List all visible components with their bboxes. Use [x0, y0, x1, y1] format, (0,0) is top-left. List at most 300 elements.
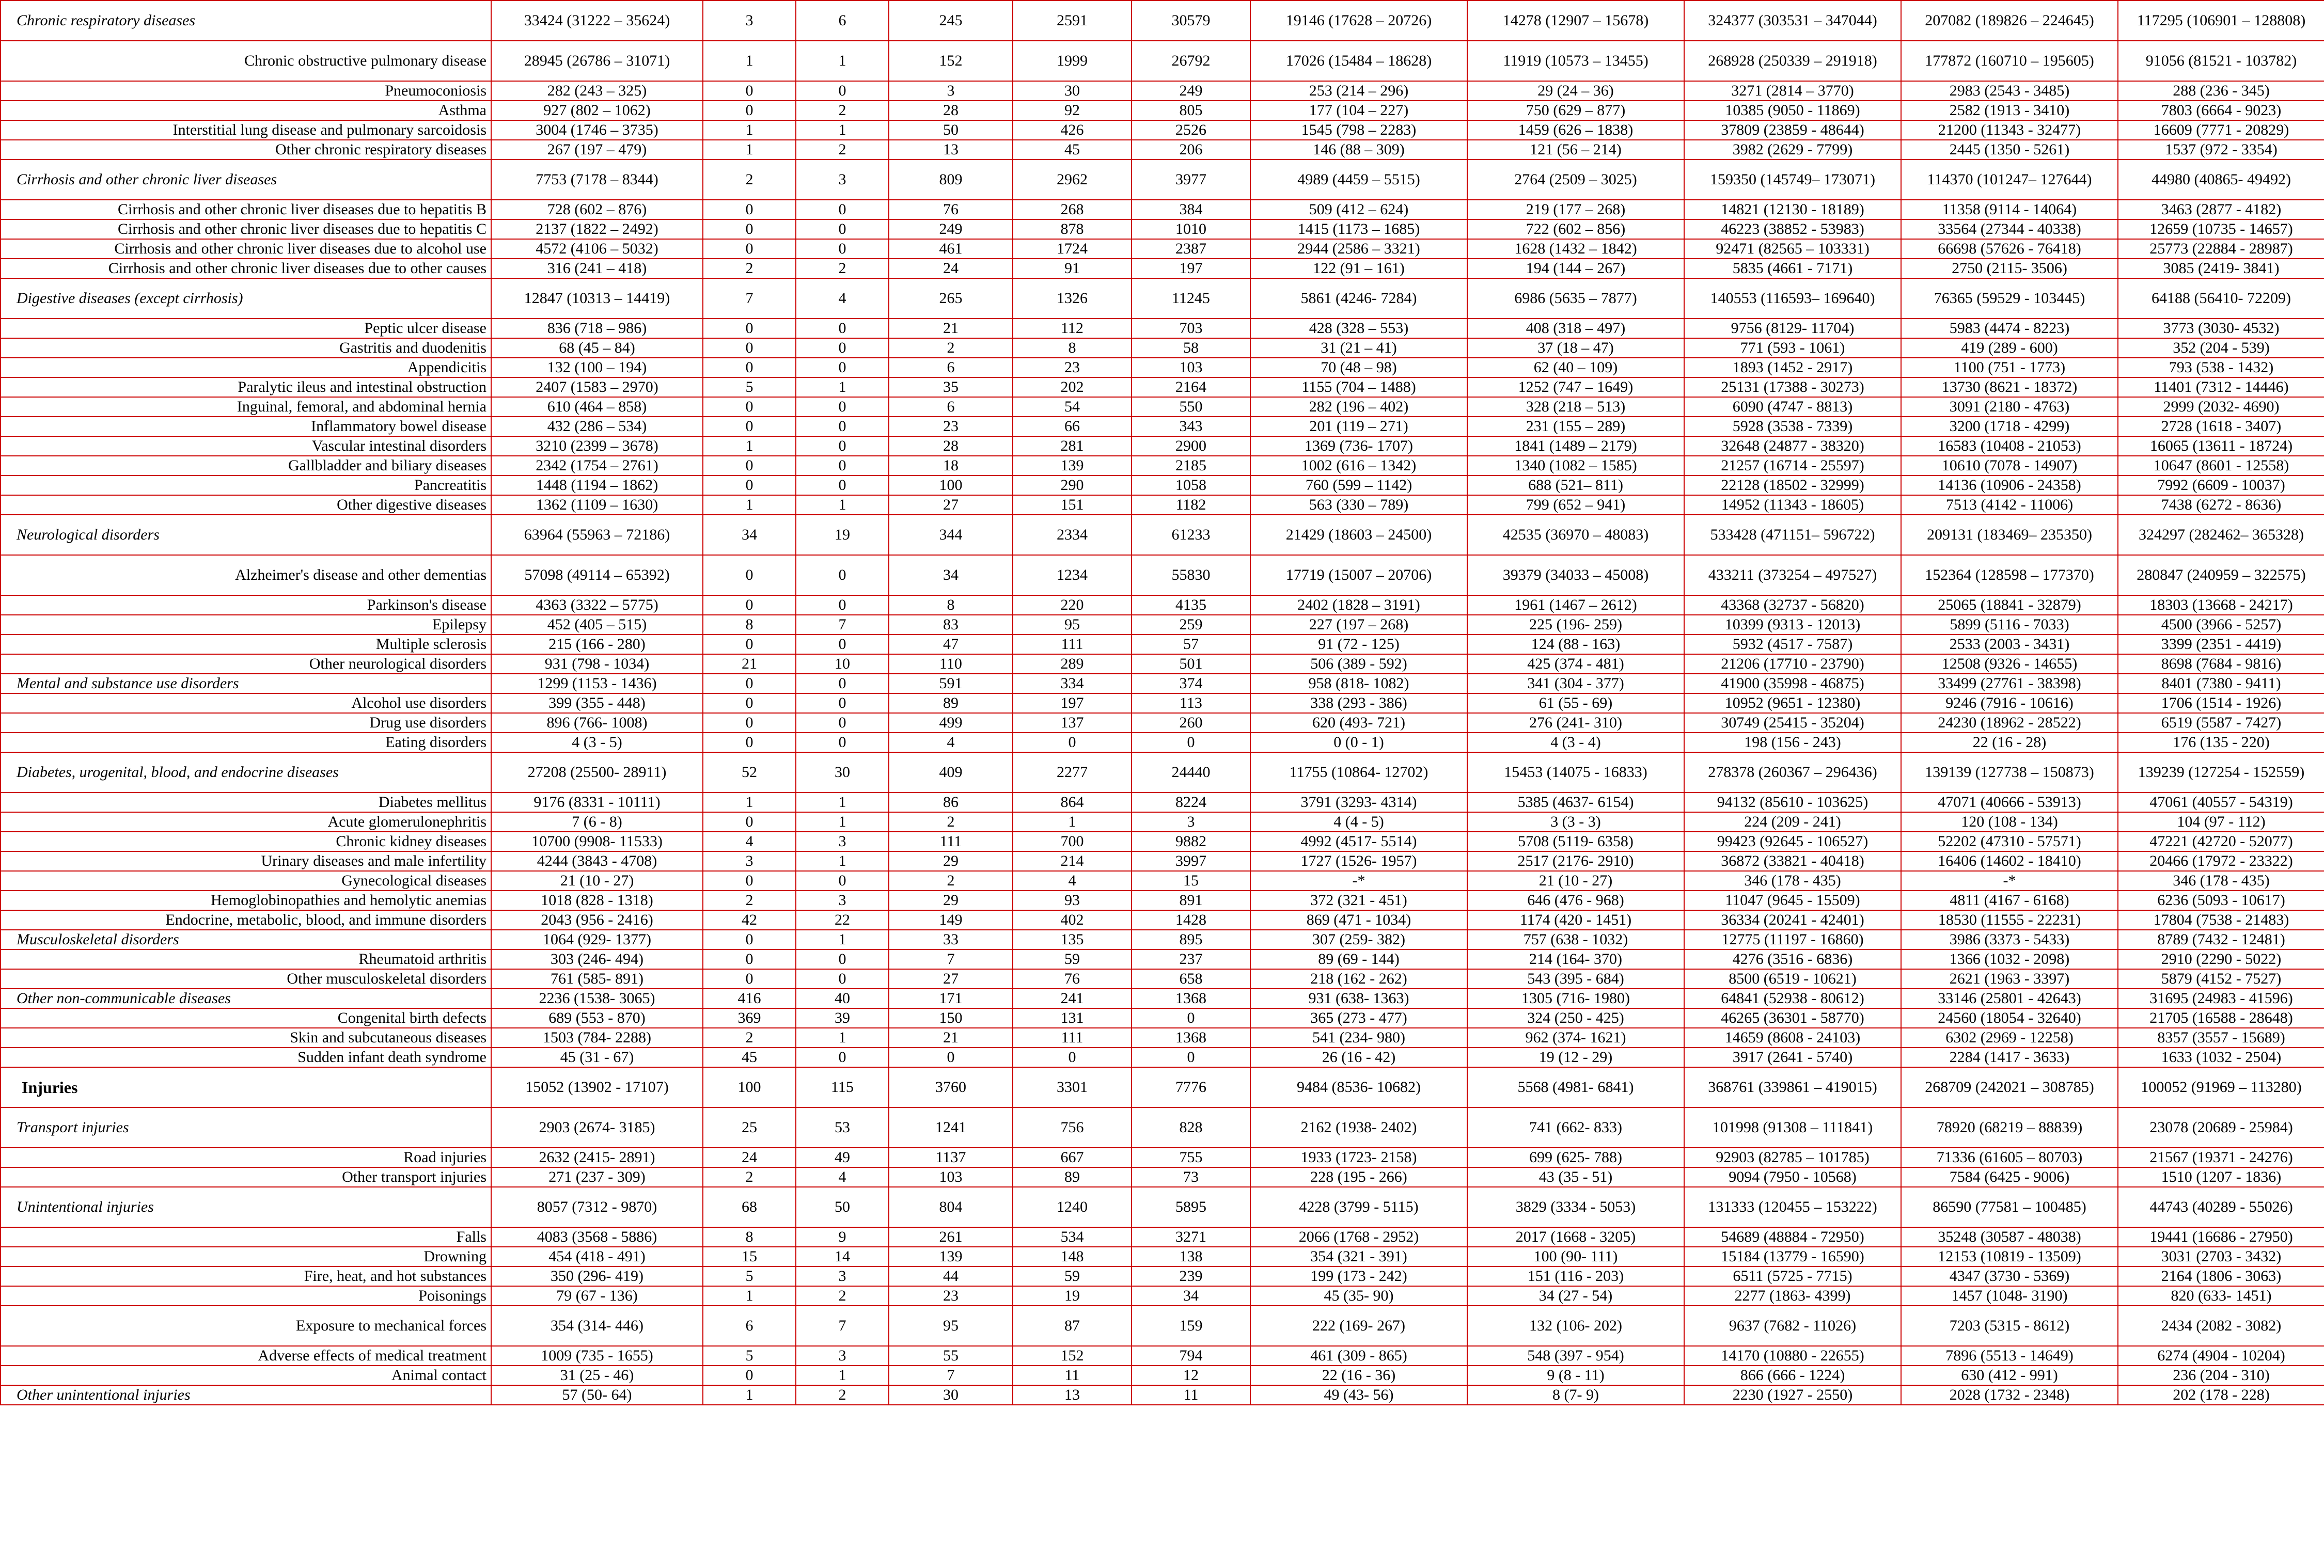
table-row: [1, 969, 2324, 989]
cell-male: 228 (195 - 266): [1250, 1167, 1467, 1187]
cause-label: Rheumatoid arthritis: [1, 949, 491, 969]
table-row: [1, 1148, 2324, 1167]
table-row: [1, 456, 2324, 476]
cell-total-2: 92471 (82565 – 103331): [1684, 239, 1901, 259]
cell-female-2: 2728 (1618 - 3407): [2118, 417, 2324, 436]
cell-total: 1064 (929- 1377): [491, 930, 703, 949]
table-row: [1, 397, 2324, 417]
cell-female-2: 346 (178 - 435): [2118, 871, 2324, 891]
cell-age-15-49: 2: [889, 812, 1013, 832]
cell-total-2: 12775 (11197 - 16860): [1684, 930, 1901, 949]
cell-age-50-69: 2334: [1013, 515, 1132, 555]
cell-age-15-49: 110: [889, 654, 1013, 674]
cell-total: 31 (25 - 46): [491, 1366, 703, 1385]
cell-male: 17719 (15007 – 20706): [1250, 555, 1467, 595]
cell-age-5-14: 49: [796, 1148, 889, 1167]
table-row: [1, 693, 2324, 713]
cell-female: 43 (35 - 51): [1467, 1167, 1684, 1187]
cell-age-50-69: 878: [1013, 219, 1132, 239]
cause-label: Pancreatitis: [1, 476, 491, 495]
cell-age-70-plus: 828: [1132, 1107, 1250, 1148]
cell-age-50-69: 1999: [1013, 41, 1132, 81]
cell-female: 214 (164- 370): [1467, 949, 1684, 969]
cell-age-50-69: 402: [1013, 910, 1132, 930]
cell-total-2: 198 (156 - 243): [1684, 733, 1901, 752]
cell-female: 42535 (36970 – 48083): [1467, 515, 1684, 555]
table-row: [1, 140, 2324, 160]
cell-age-50-69: 2591: [1013, 1, 1132, 41]
cell-female-2: 47221 (42720 - 52077): [2118, 832, 2324, 851]
cell-total-2: 10385 (9050 - 11869): [1684, 101, 1901, 120]
cell-total-2: 268928 (250339 – 291918): [1684, 41, 1901, 81]
cell-total: 452 (405 – 515): [491, 615, 703, 635]
cell-age-70-plus: 138: [1132, 1247, 1250, 1266]
cell-age-50-69: 59: [1013, 1266, 1132, 1286]
cell-age-50-69: 756: [1013, 1107, 1132, 1148]
cell-total: 15052 (13902 - 17107): [491, 1067, 703, 1107]
cell-male-2: 33146 (25801 - 42643): [1901, 989, 2118, 1008]
cell-male: 122 (91 – 161): [1250, 259, 1467, 278]
cell-male-2: 47071 (40666 - 53913): [1901, 793, 2118, 812]
cell-male-2: 2445 (1350 - 5261): [1901, 140, 2118, 160]
cell-female: 328 (218 – 513): [1467, 397, 1684, 417]
cell-age-70-plus: 260: [1132, 713, 1250, 733]
cell-total: 1362 (1109 – 1630): [491, 495, 703, 515]
cell-female: 750 (629 – 877): [1467, 101, 1684, 120]
cell-age-5-14: 1: [796, 120, 889, 140]
cell-age-15-49: 83: [889, 615, 1013, 635]
table-row: [1, 495, 2324, 515]
cell-female: 9 (8 - 11): [1467, 1366, 1684, 1385]
cell-male-2: 71336 (61605 – 80703): [1901, 1148, 2118, 1167]
cell-total-2: 21257 (16714 - 25597): [1684, 456, 1901, 476]
table-row: [1, 1, 2324, 41]
cell-female-2: 44980 (40865- 49492): [2118, 160, 2324, 200]
cell-male: 1155 (704 – 1488): [1250, 377, 1467, 397]
cell-male: 9484 (8536- 10682): [1250, 1067, 1467, 1107]
cell-age-5-14: 0: [796, 338, 889, 358]
cell-female-2: 2999 (2032- 4690): [2118, 397, 2324, 417]
cell-age-0-4: 0: [703, 949, 796, 969]
cell-male-2: 6302 (2969 - 12258): [1901, 1028, 2118, 1048]
cell-age-50-69: 3301: [1013, 1067, 1132, 1107]
cell-female: 3829 (3334 - 5053): [1467, 1187, 1684, 1227]
cell-total: 1018 (828 - 1318): [491, 891, 703, 910]
cell-age-50-69: 334: [1013, 674, 1132, 693]
cell-age-50-69: 19: [1013, 1286, 1132, 1306]
cause-label: Gynecological diseases: [1, 871, 491, 891]
cell-male: 3791 (3293- 4314): [1250, 793, 1467, 812]
cell-male: 5861 (4246- 7284): [1250, 278, 1467, 319]
cell-age-15-49: 29: [889, 891, 1013, 910]
cell-age-5-14: 0: [796, 555, 889, 595]
cell-female: 34 (27 - 54): [1467, 1286, 1684, 1306]
cell-female-2: 1633 (1032 - 2504): [2118, 1048, 2324, 1067]
cell-age-5-14: 2: [796, 259, 889, 278]
cell-female-2: 100052 (91969 – 113280): [2118, 1067, 2324, 1107]
cell-male: 70 (48 – 98): [1250, 358, 1467, 377]
cause-label: Fire, heat, and hot substances: [1, 1266, 491, 1286]
cell-total: 2043 (956 - 2416): [491, 910, 703, 930]
table-row: [1, 1306, 2324, 1346]
cell-age-70-plus: 2185: [1132, 456, 1250, 476]
cell-female: 2764 (2509 – 3025): [1467, 160, 1684, 200]
cell-female-2: 5879 (4152 - 7527): [2118, 969, 2324, 989]
cell-total: 2236 (1538- 3065): [491, 989, 703, 1008]
cell-age-70-plus: 0: [1132, 1048, 1250, 1067]
cell-age-15-49: 23: [889, 1286, 1013, 1306]
cause-label: Chronic obstructive pulmonary disease: [1, 41, 491, 81]
cell-total-2: 3271 (2814 – 3770): [1684, 81, 1901, 101]
cell-age-5-14: 1: [796, 793, 889, 812]
cell-age-50-69: 92: [1013, 101, 1132, 120]
cell-age-70-plus: 384: [1132, 200, 1250, 219]
cell-female: 408 (318 – 497): [1467, 319, 1684, 338]
cell-total-2: 14170 (10880 - 22655): [1684, 1346, 1901, 1366]
cell-age-5-14: 0: [796, 674, 889, 693]
cell-female: 121 (56 – 214): [1467, 140, 1684, 160]
cell-male-2: 22 (16 - 28): [1901, 733, 2118, 752]
cell-age-0-4: 5: [703, 1266, 796, 1286]
cell-age-50-69: 112: [1013, 319, 1132, 338]
cell-male-2: 1366 (1032 - 2098): [1901, 949, 2118, 969]
cell-age-0-4: 3: [703, 851, 796, 871]
cell-age-50-69: 220: [1013, 595, 1132, 615]
table-row: [1, 259, 2324, 278]
cell-age-15-49: 591: [889, 674, 1013, 693]
cell-total-2: 14659 (8608 - 24103): [1684, 1028, 1901, 1048]
cell-age-0-4: 0: [703, 81, 796, 101]
table-row: [1, 1167, 2324, 1187]
cell-total-2: 9094 (7950 - 10568): [1684, 1167, 1901, 1187]
table-row: [1, 160, 2324, 200]
cell-age-5-14: 39: [796, 1008, 889, 1028]
table-row: [1, 910, 2324, 930]
cell-total-2: 159350 (145749– 173071): [1684, 160, 1901, 200]
cell-age-70-plus: 5895: [1132, 1187, 1250, 1227]
cell-male: 4989 (4459 – 5515): [1250, 160, 1467, 200]
cell-age-5-14: 4: [796, 1167, 889, 1187]
cause-label: Vascular intestinal disorders: [1, 436, 491, 456]
cell-age-15-49: 34: [889, 555, 1013, 595]
cell-total: 3210 (2399 – 3678): [491, 436, 703, 456]
cell-female: 699 (625- 788): [1467, 1148, 1684, 1167]
cause-label: Other transport injuries: [1, 1167, 491, 1187]
cause-label: Eating disorders: [1, 733, 491, 752]
cell-age-15-49: 55: [889, 1346, 1013, 1366]
cell-female-2: 44743 (40289 - 55026): [2118, 1187, 2324, 1227]
cell-female: 4 (3 - 4): [1467, 733, 1684, 752]
cell-age-5-14: 50: [796, 1187, 889, 1227]
cell-total-2: 140553 (116593– 169640): [1684, 278, 1901, 319]
cell-age-70-plus: 34: [1132, 1286, 1250, 1306]
cell-age-15-49: 245: [889, 1, 1013, 41]
cell-age-15-49: 27: [889, 495, 1013, 515]
cell-total-2: 10952 (9651 - 12380): [1684, 693, 1901, 713]
cell-age-5-14: 3: [796, 891, 889, 910]
cell-female: 132 (106- 202): [1467, 1306, 1684, 1346]
table-row: [1, 752, 2324, 793]
cell-age-70-plus: 24440: [1132, 752, 1250, 793]
cause-label: Multiple sclerosis: [1, 635, 491, 654]
table-row: [1, 200, 2324, 219]
cell-age-50-69: 4: [1013, 871, 1132, 891]
cell-age-15-49: 29: [889, 851, 1013, 871]
cell-age-15-49: 21: [889, 319, 1013, 338]
cell-age-15-49: 150: [889, 1008, 1013, 1028]
cell-age-50-69: 0: [1013, 733, 1132, 752]
cell-age-0-4: 0: [703, 635, 796, 654]
cause-label: Unintentional injuries: [1, 1187, 491, 1227]
cell-female: 5385 (4637- 6154): [1467, 793, 1684, 812]
cause-label: Cirrhosis and other chronic liver diseases due to other causes: [1, 259, 491, 278]
cell-male: 4228 (3799 - 5115): [1250, 1187, 1467, 1227]
cell-female: 1252 (747 – 1649): [1467, 377, 1684, 397]
cell-age-50-69: 89: [1013, 1167, 1132, 1187]
cause-label: Inguinal, femoral, and abdominal hernia: [1, 397, 491, 417]
cell-female: 324 (250 - 425): [1467, 1008, 1684, 1028]
cause-label: Adverse effects of medical treatment: [1, 1346, 491, 1366]
cell-age-15-49: 33: [889, 930, 1013, 949]
cause-label: Cirrhosis and other chronic liver diseases due to hepatitis C: [1, 219, 491, 239]
cause-label: Drowning: [1, 1247, 491, 1266]
cell-total-2: 9637 (7682 - 11026): [1684, 1306, 1901, 1346]
cell-total-2: 30749 (25415 - 35204): [1684, 713, 1901, 733]
cell-age-0-4: 21: [703, 654, 796, 674]
cell-age-50-69: 289: [1013, 654, 1132, 674]
cell-male: 338 (293 - 386): [1250, 693, 1467, 713]
cause-label: Other non-communicable diseases: [1, 989, 491, 1008]
cell-total-2: 2230 (1927 - 2550): [1684, 1385, 1901, 1405]
cell-age-70-plus: 755: [1132, 1148, 1250, 1167]
cause-label: Epilepsy: [1, 615, 491, 635]
cell-age-70-plus: 7776: [1132, 1067, 1250, 1107]
cause-label: Sudden infant death syndrome: [1, 1048, 491, 1067]
cell-age-0-4: 15: [703, 1247, 796, 1266]
cell-female: 5708 (5119- 6358): [1467, 832, 1684, 851]
cell-male: 89 (69 - 144): [1250, 949, 1467, 969]
cell-male-2: 268709 (242021 – 308785): [1901, 1067, 2118, 1107]
cell-total: 303 (246- 494): [491, 949, 703, 969]
cell-male: -*: [1250, 871, 1467, 891]
cell-total-2: 5928 (3538 - 7339): [1684, 417, 1901, 436]
cell-male: 11755 (10864- 12702): [1250, 752, 1467, 793]
cause-label: Chronic kidney diseases: [1, 832, 491, 851]
cell-female-2: 820 (633- 1451): [2118, 1286, 2324, 1306]
cell-female-2: 3399 (2351 - 4419): [2118, 635, 2324, 654]
table-row: [1, 851, 2324, 871]
cell-total-2: 46265 (36301 - 58770): [1684, 1008, 1901, 1028]
cause-label: Acute glomerulonephritis: [1, 812, 491, 832]
cell-age-0-4: 100: [703, 1067, 796, 1107]
cell-female-2: 8789 (7432 - 12481): [2118, 930, 2324, 949]
cell-age-0-4: 0: [703, 713, 796, 733]
cell-total: 4572 (4106 – 5032): [491, 239, 703, 259]
cell-female-2: 64188 (56410- 72209): [2118, 278, 2324, 319]
cell-female-2: 47061 (40557 - 54319): [2118, 793, 2324, 812]
cell-age-5-14: 0: [796, 81, 889, 101]
cell-male: 253 (214 – 296): [1250, 81, 1467, 101]
cell-age-50-69: 2277: [1013, 752, 1132, 793]
cell-age-70-plus: 1182: [1132, 495, 1250, 515]
cell-age-15-49: 35: [889, 377, 1013, 397]
cell-male: 563 (330 – 789): [1250, 495, 1467, 515]
cell-age-0-4: 416: [703, 989, 796, 1008]
cell-age-0-4: 0: [703, 812, 796, 832]
table-row: [1, 1067, 2324, 1107]
cell-male-2: 2983 (2543 - 3485): [1901, 81, 2118, 101]
cause-label: Gallbladder and biliary diseases: [1, 456, 491, 476]
cell-male: 22 (16 - 36): [1250, 1366, 1467, 1385]
cell-age-70-plus: 11245: [1132, 278, 1250, 319]
cell-age-50-69: 1326: [1013, 278, 1132, 319]
cell-age-50-69: 0: [1013, 1048, 1132, 1067]
cause-label: Other digestive diseases: [1, 495, 491, 515]
cell-male: 201 (119 – 271): [1250, 417, 1467, 436]
cell-age-70-plus: 9882: [1132, 832, 1250, 851]
cell-age-0-4: 1: [703, 140, 796, 160]
cell-age-5-14: 19: [796, 515, 889, 555]
cell-male-2: 14136 (10906 - 24358): [1901, 476, 2118, 495]
cell-male-2: 12153 (10819 - 13509): [1901, 1247, 2118, 1266]
cell-age-0-4: 3: [703, 1, 796, 41]
cell-age-5-14: 40: [796, 989, 889, 1008]
cause-label: Exposure to mechanical forces: [1, 1306, 491, 1346]
cell-age-50-69: 8: [1013, 338, 1132, 358]
cause-label: Diabetes, urogenital, blood, and endocrine diseases: [1, 752, 491, 793]
cell-age-70-plus: 794: [1132, 1346, 1250, 1366]
cell-age-50-69: 45: [1013, 140, 1132, 160]
cell-male: 26 (16 - 42): [1250, 1048, 1467, 1067]
cell-age-0-4: 8: [703, 615, 796, 635]
cell-total-2: 22128 (18502 - 32999): [1684, 476, 1901, 495]
cell-age-70-plus: 55830: [1132, 555, 1250, 595]
cell-age-70-plus: 1058: [1132, 476, 1250, 495]
cell-male: 365 (273 - 477): [1250, 1008, 1467, 1028]
cell-age-15-49: 76: [889, 200, 1013, 219]
cell-age-15-49: 3: [889, 81, 1013, 101]
cell-age-50-69: 135: [1013, 930, 1132, 949]
cell-female-2: 236 (204 - 310): [2118, 1366, 2324, 1385]
cell-male: 1933 (1723- 2158): [1250, 1148, 1467, 1167]
cause-label: Paralytic ileus and intestinal obstruction: [1, 377, 491, 397]
cell-age-5-14: 1: [796, 851, 889, 871]
cell-female-2: 288 (236 - 345): [2118, 81, 2324, 101]
cell-age-70-plus: 3: [1132, 812, 1250, 832]
cause-label: Inflammatory bowel disease: [1, 417, 491, 436]
table-row: [1, 278, 2324, 319]
cell-male-2: 209131 (183469– 235350): [1901, 515, 2118, 555]
cell-male-2: 12508 (9326 - 14655): [1901, 654, 2118, 674]
cell-female-2: 1706 (1514 - 1926): [2118, 693, 2324, 713]
cause-label: Road injuries: [1, 1148, 491, 1167]
cell-age-50-69: 87: [1013, 1306, 1132, 1346]
cell-age-0-4: 0: [703, 476, 796, 495]
cell-female-2: 4500 (3966 - 5257): [2118, 615, 2324, 635]
cell-male: 461 (309 - 865): [1250, 1346, 1467, 1366]
cause-label: Mental and substance use disorders: [1, 674, 491, 693]
table-row: [1, 1107, 2324, 1148]
cell-age-0-4: 369: [703, 1008, 796, 1028]
cell-male-2: 2284 (1417 - 3633): [1901, 1048, 2118, 1067]
cell-age-70-plus: 8224: [1132, 793, 1250, 812]
cell-age-5-14: 0: [796, 713, 889, 733]
cell-age-0-4: 0: [703, 693, 796, 713]
cause-label: Alcohol use disorders: [1, 693, 491, 713]
cell-female: 19 (12 - 29): [1467, 1048, 1684, 1067]
cell-total: 27208 (25500- 28911): [491, 752, 703, 793]
cell-age-0-4: 0: [703, 358, 796, 377]
cell-male: 227 (197 – 268): [1250, 615, 1467, 635]
cell-age-5-14: 0: [796, 200, 889, 219]
cell-age-50-69: 23: [1013, 358, 1132, 377]
cell-age-70-plus: 891: [1132, 891, 1250, 910]
cell-age-50-69: 202: [1013, 377, 1132, 397]
cell-age-15-49: 261: [889, 1227, 1013, 1247]
cell-total-2: 11047 (9645 - 15509): [1684, 891, 1901, 910]
cell-female-2: 21705 (16588 - 28648): [2118, 1008, 2324, 1028]
cell-age-15-49: 18: [889, 456, 1013, 476]
cell-female-2: 6519 (5587 - 7427): [2118, 713, 2324, 733]
cause-label: Congenital birth defects: [1, 1008, 491, 1028]
cell-male-2: 177872 (160710 – 195605): [1901, 41, 2118, 81]
cell-male-2: 419 (289 - 600): [1901, 338, 2118, 358]
cell-total: 610 (464 – 858): [491, 397, 703, 417]
cell-age-70-plus: 57: [1132, 635, 1250, 654]
table-row: [1, 1247, 2324, 1266]
cell-female: 1961 (1467 – 2612): [1467, 595, 1684, 615]
table-row: [1, 1227, 2324, 1247]
cell-male: 4 (4 - 5): [1250, 812, 1467, 832]
cell-male-2: 10610 (7078 - 14907): [1901, 456, 2118, 476]
cell-female: 1841 (1489 – 2179): [1467, 436, 1684, 456]
cell-age-15-49: 21: [889, 1028, 1013, 1048]
cell-male-2: 25065 (18841 - 32879): [1901, 595, 2118, 615]
cell-total-2: 41900 (35998 - 46875): [1684, 674, 1901, 693]
cell-female-2: 2164 (1806 - 3063): [2118, 1266, 2324, 1286]
cell-age-50-69: 214: [1013, 851, 1132, 871]
cell-age-5-14: 0: [796, 397, 889, 417]
cell-age-70-plus: 2526: [1132, 120, 1250, 140]
cell-female-2: 202 (178 - 228): [2118, 1385, 2324, 1405]
cell-age-50-69: 1724: [1013, 239, 1132, 259]
cell-female-2: 16065 (13611 - 18724): [2118, 436, 2324, 456]
cell-male: 2162 (1938- 2402): [1250, 1107, 1467, 1148]
table-row: [1, 476, 2324, 495]
cell-age-5-14: 1: [796, 377, 889, 397]
cell-total: 21 (10 - 27): [491, 871, 703, 891]
cell-male-2: 1457 (1048- 3190): [1901, 1286, 2118, 1306]
cell-age-15-49: 4: [889, 733, 1013, 752]
cell-age-70-plus: 3997: [1132, 851, 1250, 871]
cell-female: 39379 (34033 – 45008): [1467, 555, 1684, 595]
cause-label: Transport injuries: [1, 1107, 491, 1148]
cell-age-5-14: 10: [796, 654, 889, 674]
cell-total-2: 46223 (38852 - 53983): [1684, 219, 1901, 239]
cell-age-0-4: 0: [703, 733, 796, 752]
cause-label: Peptic ulcer disease: [1, 319, 491, 338]
cell-male-2: 207082 (189826 – 224645): [1901, 1, 2118, 41]
table-row: [1, 377, 2324, 397]
cell-age-50-69: 131: [1013, 1008, 1132, 1028]
cell-female: 21 (10 - 27): [1467, 871, 1684, 891]
cell-total-2: 6090 (4747 - 8813): [1684, 397, 1901, 417]
cell-male-2: 2621 (1963 - 3397): [1901, 969, 2118, 989]
cell-age-15-49: 461: [889, 239, 1013, 259]
cell-male-2: 13730 (8621 - 18372): [1901, 377, 2118, 397]
cell-female-2: 8401 (7380 - 9411): [2118, 674, 2324, 693]
table-row: [1, 81, 2324, 101]
